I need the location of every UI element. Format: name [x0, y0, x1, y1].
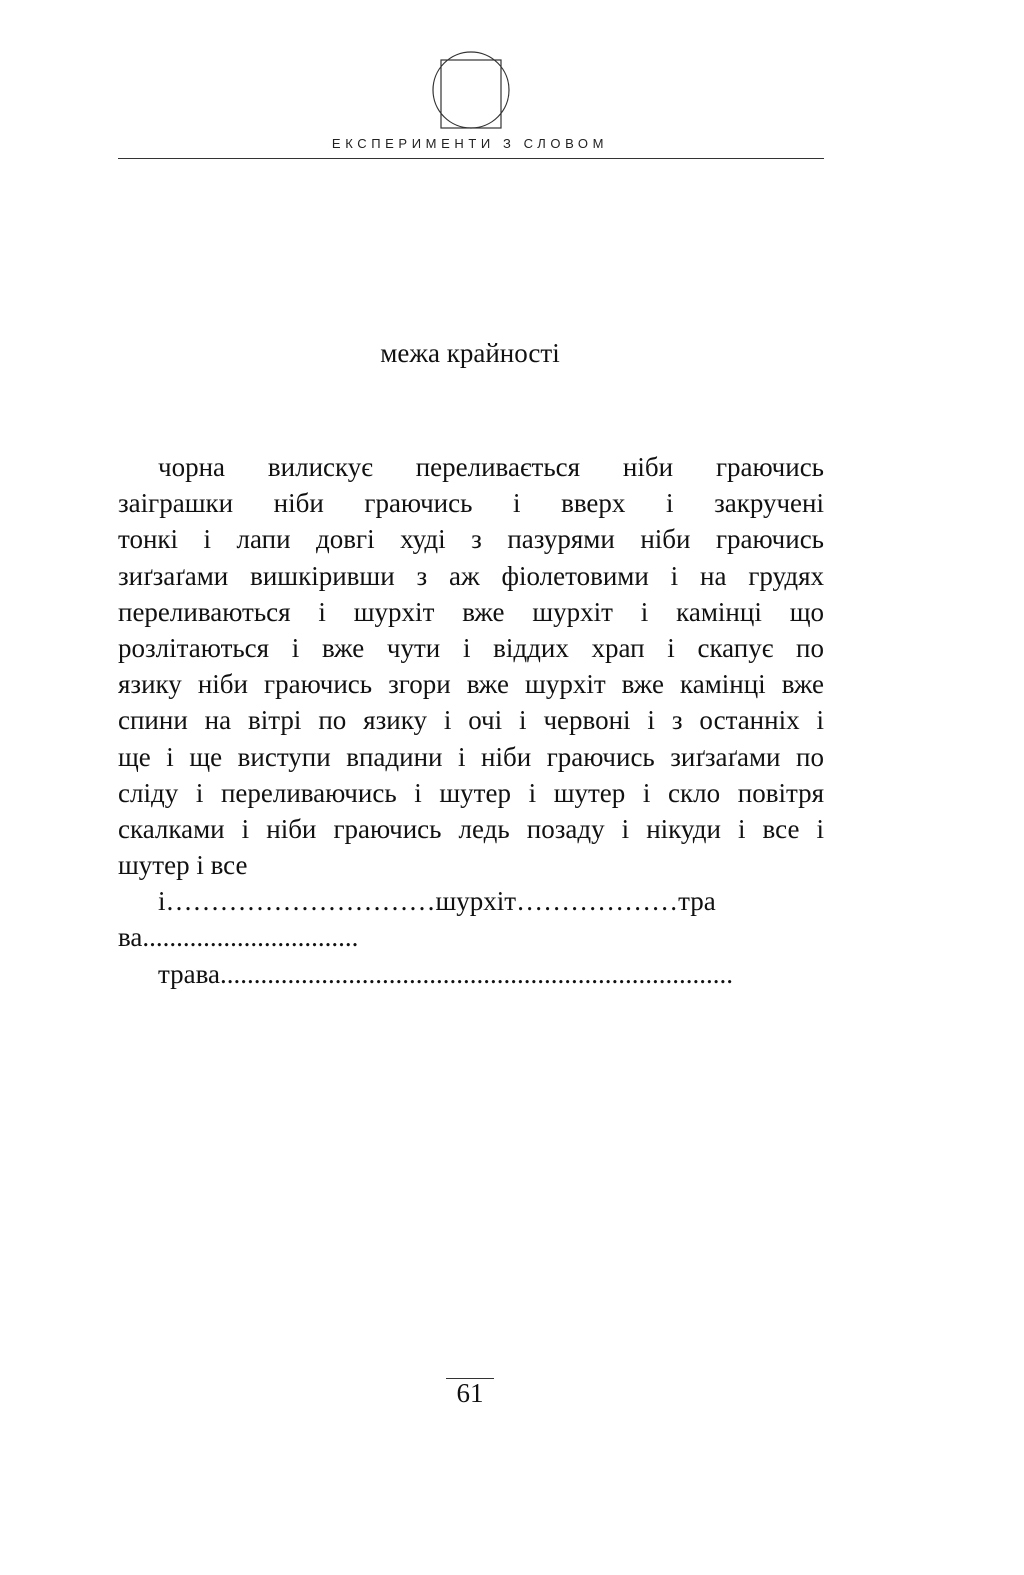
poem-line: ще і ще виступи впадини і ніби граючись зиґзаґами по: [118, 741, 824, 772]
poem-line: ва................................: [118, 922, 359, 953]
poem-line: шутер і все: [118, 850, 248, 881]
poem-body: [118, 449, 824, 992]
poem-line: спини на вітрі по язику і очі і червоні і з останніх і: [118, 705, 824, 736]
poem-line: зиґзаґами вишкіривши з аж фіолетовими і на грудях: [118, 560, 824, 591]
poem-line: скалками і ніби граючись ледь позаду і нікуди і все і: [118, 813, 824, 844]
poem-line: переливаються і шурхіт вже шурхіт і камінці що: [118, 596, 824, 627]
poem-title: межа крайності: [380, 338, 560, 368]
poem-line: і…………………………шурхіт………………тра: [158, 886, 716, 917]
running-header-title: ЕКСПЕРИМЕНТИ З СЛОВОМ: [331, 136, 609, 151]
header-rule: [118, 158, 824, 159]
poem-line: розлітаються і вже чути і віддих храп і скапує по: [118, 632, 824, 663]
circle-square-emblem-icon: [431, 50, 511, 130]
poem-line: заіграшки ніби граючись і вверх і закручені: [118, 488, 824, 519]
poem-line: сліду і переливаючись і шутер і шутер і скло повітря: [118, 777, 824, 808]
poem-line: тонкі і лапи довгі худі з пазурями ніби граючись: [118, 524, 824, 555]
poem-line: язику ніби граючись згори вже шурхіт вже камінці вже: [118, 669, 824, 700]
poem-line: трава............................................................................: [158, 958, 733, 989]
page-number: 61: [456, 1378, 484, 1408]
poem-line: чорна вилискує переливається ніби граючись: [158, 452, 824, 482]
